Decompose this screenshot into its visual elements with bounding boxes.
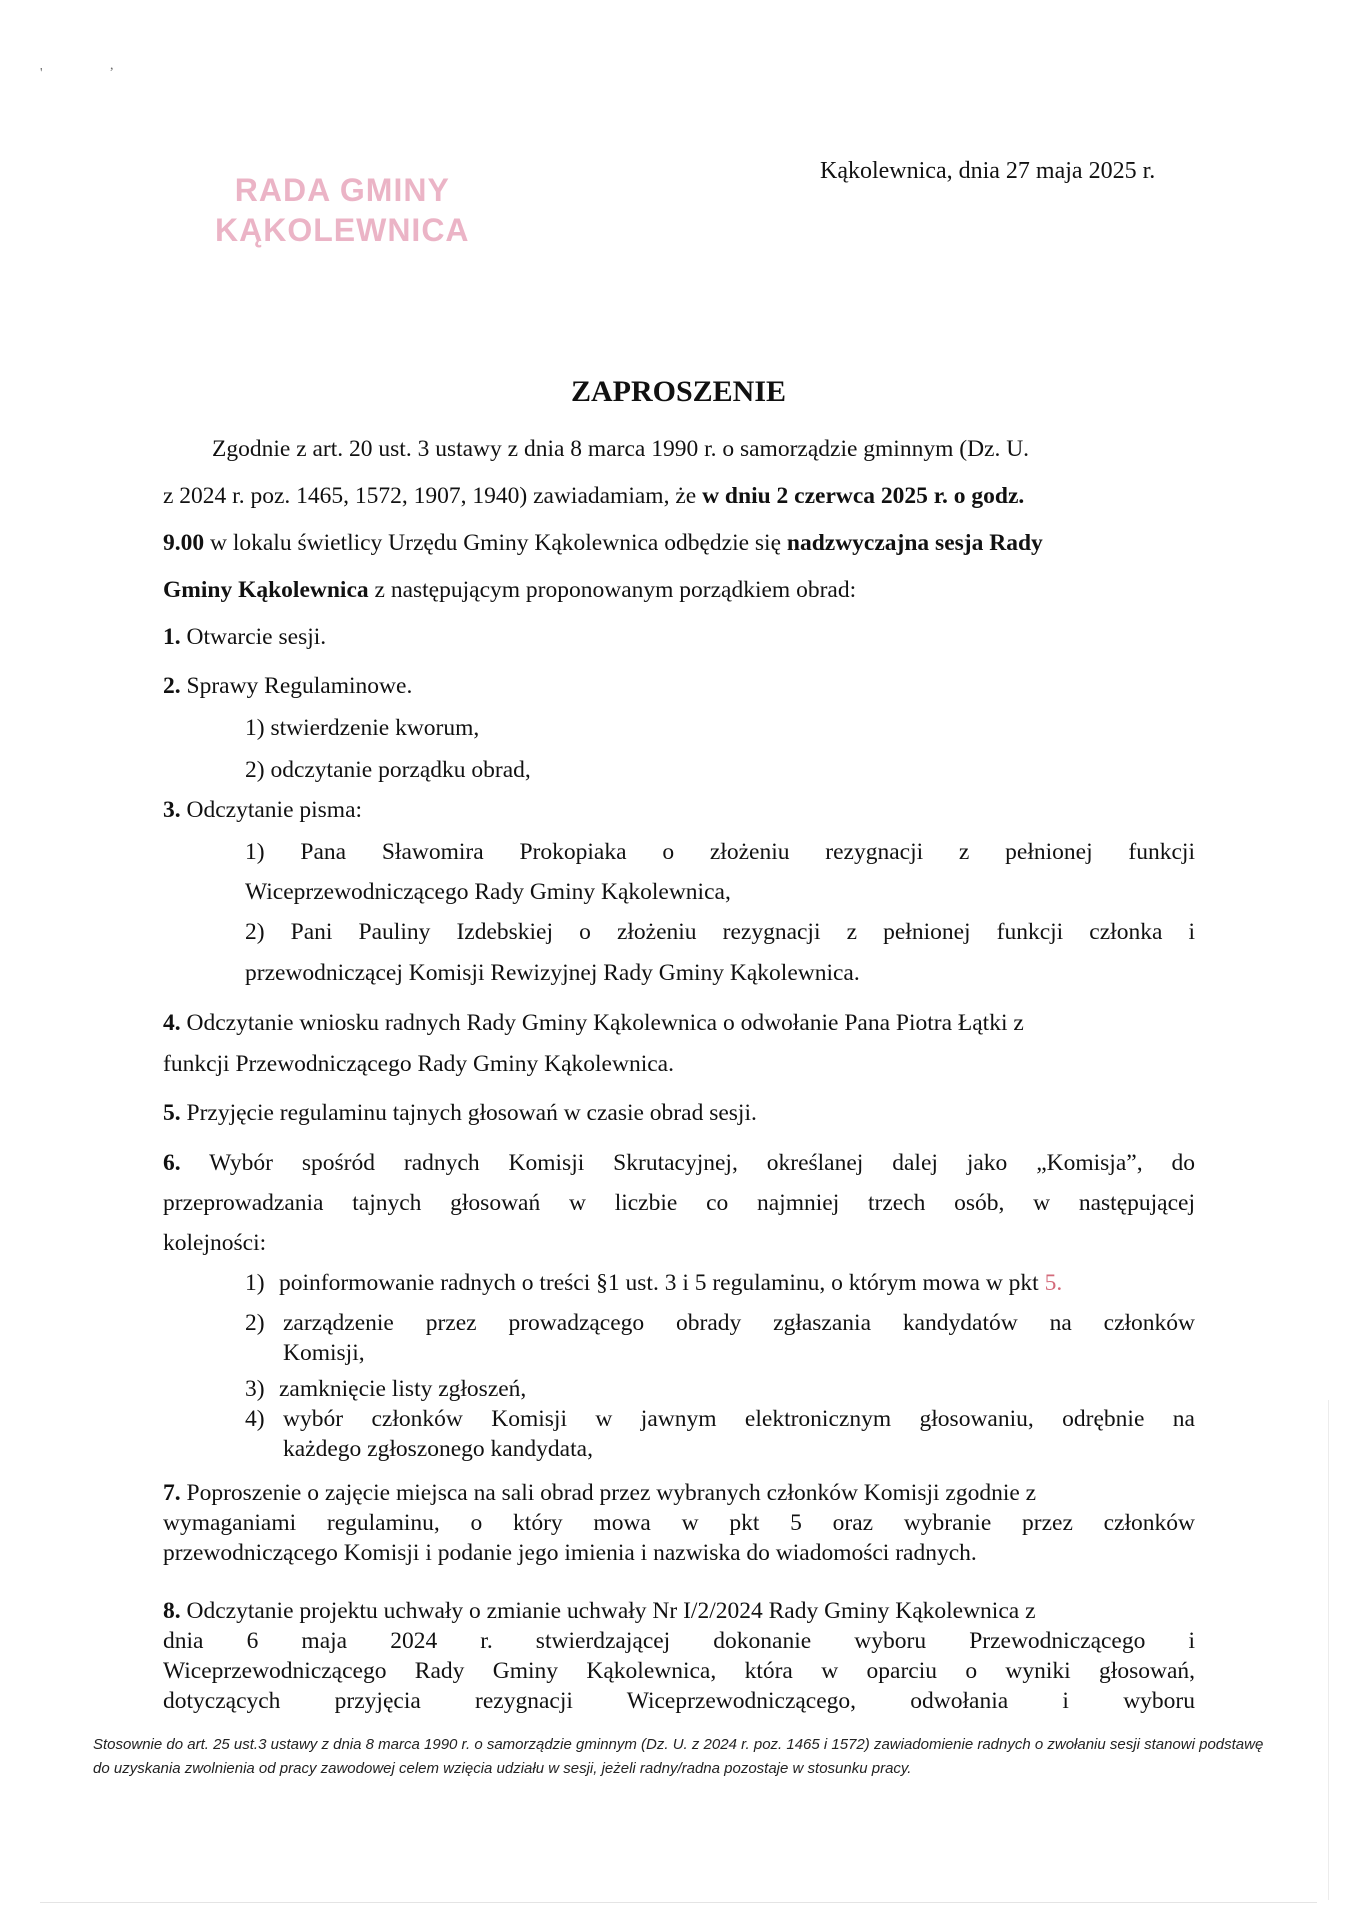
council-stamp xyxy=(215,170,470,250)
agenda-item-7-cont: wymaganiami regulaminu, o który mowa w pkt 5 oraz wybranie przez członków xyxy=(163,1510,1195,1536)
agenda-text: Sprawy Regulaminowe. xyxy=(180,673,413,699)
document-title: ZAPROSZENIE xyxy=(570,375,787,408)
agenda-item-6-cont: przeprowadzania tajnych głosowań w liczbie co najmniej trzech osób, w następującej xyxy=(163,1190,1195,1216)
agenda-subitem xyxy=(245,1270,1062,1297)
agenda-item-7 xyxy=(163,1480,1036,1507)
agenda-subitem: wybór członków Komisji w jawnym elektronicznym głosowaniu, odrębnie na xyxy=(283,1406,1195,1432)
agenda-text: Otwarcie sesji. xyxy=(180,624,327,650)
agenda-item-5 xyxy=(163,1100,757,1127)
agenda-text: Odczytanie pisma: xyxy=(180,797,363,823)
agenda-item-6-cont: kolejności: xyxy=(163,1230,267,1256)
intro-text: z 2024 r. poz. 1465, 1572, 1907, 1940) zawiadamiam, że xyxy=(163,483,703,509)
agenda-subitem: 1) stwierdzenie kworum, xyxy=(245,715,480,741)
agenda-number: 6. xyxy=(163,1150,181,1176)
agenda-item-2 xyxy=(163,673,412,700)
agenda-subitem: zarządzenie przez prowadzącego obrady zgłaszania kandydatów na członków xyxy=(283,1310,1195,1336)
subitem-number: 3) xyxy=(245,1376,265,1402)
agenda-text: Poproszenie o zajęcie miejsca na sali obrad przez wybranych członków Komisji zgodnie z xyxy=(180,1480,1037,1506)
agenda-subitem-cont: Wiceprzewodniczącego Rady Gminy Kąkolewnica, xyxy=(245,879,731,905)
agenda-number: 1. xyxy=(163,624,181,650)
agenda-number: 8. xyxy=(163,1598,181,1624)
agenda-subitem xyxy=(245,1376,526,1403)
council-name: Gminy Kąkolewnica xyxy=(163,577,369,603)
subitem-number: 4) xyxy=(245,1406,265,1432)
reference-number: 5. xyxy=(1044,1270,1063,1296)
agenda-number: 7. xyxy=(163,1480,181,1506)
intro-line-1: Zgodnie z art. 20 ust. 3 ustawy z dnia 8 marca 1990 r. o samorządzie gminnym (Dz. U. xyxy=(212,436,1030,462)
agenda-item-4 xyxy=(163,1010,1024,1037)
agenda-subitem: 2) odczytanie porządku obrad, xyxy=(245,757,531,783)
agenda-item-6 xyxy=(163,1150,1195,1177)
scan-mark: ' xyxy=(40,66,43,81)
intro-line-2 xyxy=(163,483,1024,510)
intro-text: w lokalu świetlicy Urzędu Gminy Kąkolewnica odbędzie się xyxy=(204,530,787,556)
agenda-item-8-cont: dotyczących przyjęcia rezygnacji Wiceprzewodniczącego, odwołania i wyboru xyxy=(163,1688,1195,1714)
agenda-item-8-cont: Wiceprzewodniczącego Rady Gminy Kąkolewnica, która w oparciu o wyniki głosowań, xyxy=(163,1658,1195,1684)
agenda-number: 2. xyxy=(163,673,181,699)
agenda-text: Odczytanie wniosku radnych Rady Gminy Kąkolewnica o odwołanie Pana Piotra Łątki z xyxy=(180,1010,1024,1036)
agenda-item-7-cont: przewodniczącego Komisji i podanie jego imienia i nazwiska do wiadomości radnych. xyxy=(163,1540,977,1566)
subitem-number: 1) xyxy=(245,1270,265,1296)
scan-edge xyxy=(40,1902,1317,1903)
agenda-subitem: 2) Pani Pauliny Izdebskiej o złożeniu rezygnacji z pełnionej funkcji członka i xyxy=(245,919,1195,945)
agenda-number: 4. xyxy=(163,1010,181,1036)
agenda-item-8 xyxy=(163,1598,1036,1625)
agenda-item-3 xyxy=(163,797,362,824)
meeting-date: w dniu 2 czerwca 2025 r. o godz. xyxy=(702,483,1025,509)
subitem-number: 2) xyxy=(245,1310,265,1336)
intro-line-4 xyxy=(163,577,856,604)
scan-mark: , xyxy=(110,58,114,73)
meeting-time: 9.00 xyxy=(163,530,205,556)
agenda-item-1 xyxy=(163,624,326,651)
place-date: Kąkolewnica, dnia 27 maja 2025 r. xyxy=(820,158,1156,184)
stamp-line-2: KĄKOLEWNICA xyxy=(215,212,470,248)
agenda-subitem-cont: każdego zgłoszonego kandydata, xyxy=(283,1436,593,1462)
agenda-text: Przyjęcie regulaminu tajnych głosowań w czasie obrad sesji. xyxy=(180,1100,757,1126)
agenda-text: Wybór spośród radnych Komisji Skrutacyjnej, określanej dalej jako „Komisja”, do xyxy=(180,1150,1195,1176)
subitem-text: poinformowanie radnych o treści §1 ust. 3 i 5 regulaminu, o którym mowa w pkt xyxy=(279,1270,1045,1296)
agenda-number: 3. xyxy=(163,797,181,823)
footer-note: Stosownie do art. 25 ust.3 ustawy z dnia 8 marca 1990 r. o samorządzie gminnym (Dz. U. z 2024 r. poz. 1465 i 1572) zawiadomienie radnych o zwołaniu sesji stanowi podstawę do uzyskania zwolnienia od pracy zawodowej celem wzięcia udziału w sesji, jeżeli radny/radna pozostaje w stosunku pracy. xyxy=(93,1736,1264,1777)
intro-line-3 xyxy=(163,530,1043,557)
agenda-text: Odczytanie projektu uchwały o zmianie uchwały Nr I/2/2024 Rady Gminy Kąkolewnica z xyxy=(180,1598,1036,1624)
session-type: nadzwyczajna sesja Rady xyxy=(786,530,1043,556)
intro-text: z następującym proponowanym porządkiem obrad: xyxy=(368,577,857,603)
agenda-subitem-cont: Komisji, xyxy=(283,1340,365,1366)
subitem-text: zamknięcie listy zgłoszeń, xyxy=(279,1376,527,1402)
agenda-subitem: 1) Pana Sławomira Prokopiaka o złożeniu rezygnacji z pełnionej funkcji xyxy=(245,839,1195,865)
agenda-item-8-cont: dnia 6 maja 2024 r. stwierdzającej dokonanie wyboru Przewodniczącego i xyxy=(163,1628,1195,1654)
agenda-number: 5. xyxy=(163,1100,181,1126)
stamp-line-1: RADA GMINY xyxy=(234,172,450,208)
agenda-item-4-cont: funkcji Przewodniczącego Rady Gminy Kąkolewnica. xyxy=(163,1051,674,1077)
agenda-subitem-cont: przewodniczącej Komisji Rewizyjnej Rady Gminy Kąkolewnica. xyxy=(245,960,860,986)
scan-edge xyxy=(1328,1400,1329,1900)
